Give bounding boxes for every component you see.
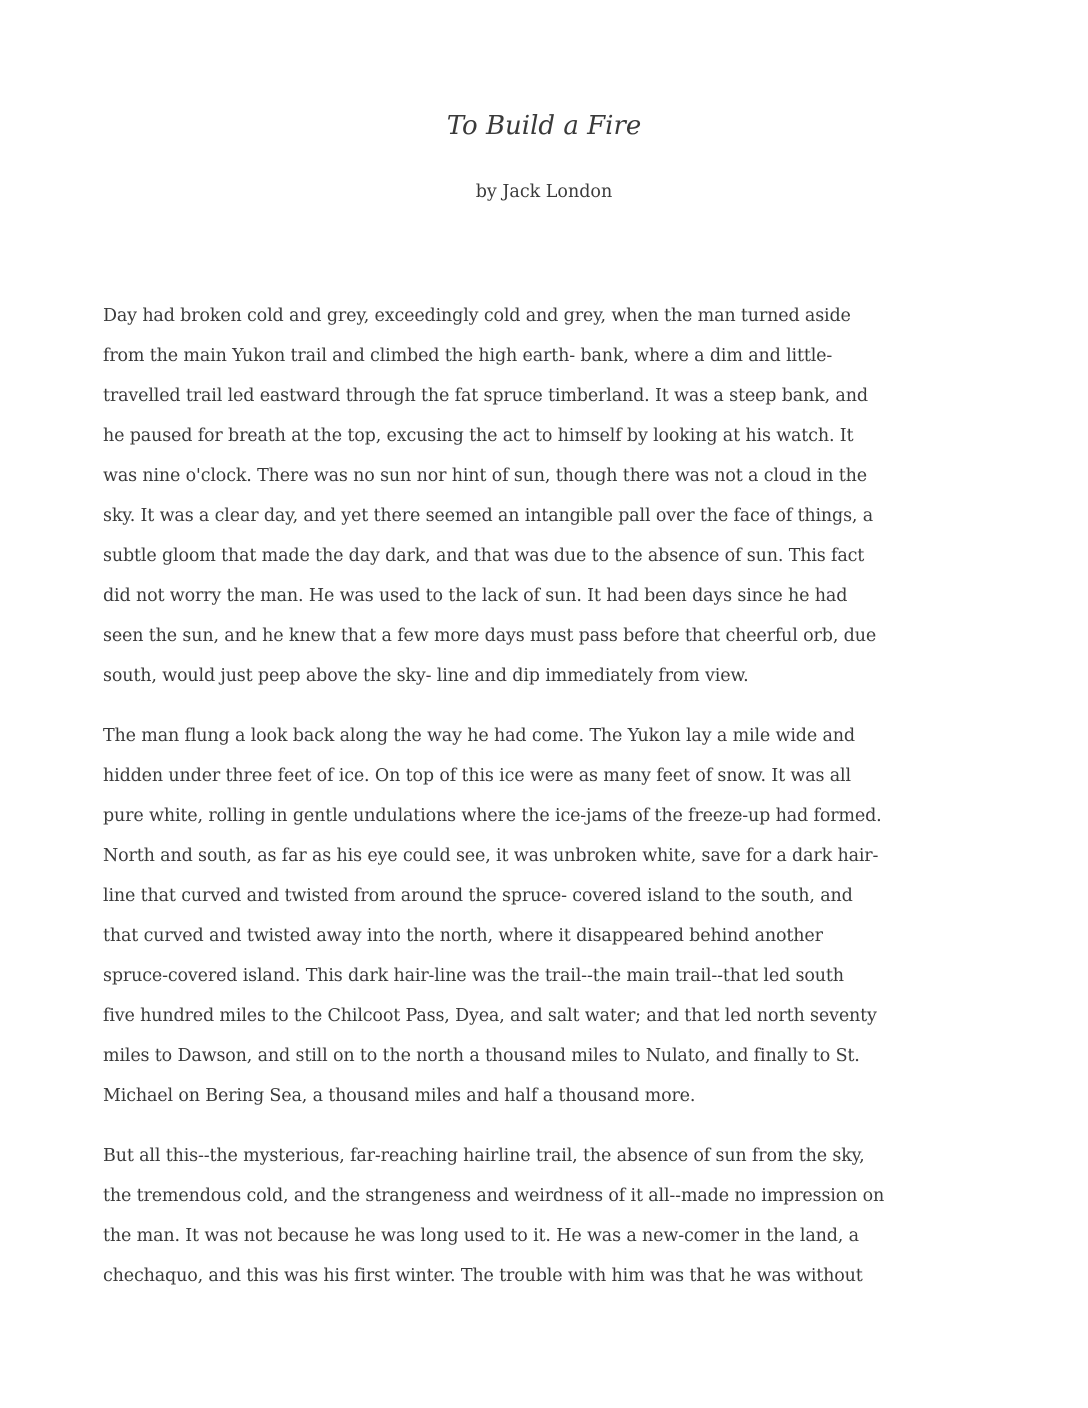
text-line: south, would just peep above the sky- line and dip immediately from view. xyxy=(103,666,749,686)
text-line: Michael on Bering Sea, a thousand miles and half a thousand more. xyxy=(103,1086,696,1106)
text-line: sky. It was a clear day, and yet there seemed an intangible pall over the face of things, a xyxy=(103,506,874,526)
paragraph xyxy=(103,1136,983,1296)
text-line: pure white, rolling in gentle undulations where the ice-jams of the freeze-up had formed. xyxy=(103,806,882,826)
text-line: North and south, as far as his eye could see, it was unbroken white, save for a dark hair- xyxy=(103,846,879,866)
text-line: chechaquo, and this was his first winter. The trouble with him was that he was without xyxy=(103,1266,863,1286)
document-title: To Build a Fire xyxy=(446,111,642,141)
text-line: did not worry the man. He was used to the lack of sun. It had been days since he had xyxy=(103,586,848,606)
text-line: hidden under three feet of ice. On top of this ice were as many feet of snow. It was all xyxy=(103,766,851,786)
text-line: was nine o'clock. There was no sun nor hint of sun, though there was not a cloud in the xyxy=(103,466,867,486)
text-line: miles to Dawson, and still on to the north a thousand miles to Nulato, and finally to St. xyxy=(103,1046,860,1066)
text-line: seen the sun, and he knew that a few more days must pass before that cheerful orb, due xyxy=(103,626,877,646)
text-line: the man. It was not because he was long used to it. He was a new-comer in the land, a xyxy=(103,1226,859,1246)
text-line: subtle gloom that made the day dark, and that was due to the absence of sun. This fact xyxy=(103,546,865,566)
text-line: the tremendous cold, and the strangeness and weirdness of it all--made no impression on xyxy=(103,1186,885,1206)
text-line: But all this--the mysterious, far-reaching hairline trail, the absence of sun from the sky, xyxy=(103,1146,865,1166)
text-line: The man flung a look back along the way he had come. The Yukon lay a mile wide and xyxy=(103,726,855,746)
text-line: that curved and twisted away into the north, where it disappeared behind another xyxy=(103,926,823,946)
document-byline: by Jack London xyxy=(475,182,613,202)
text-line: five hundred miles to the Chilcoot Pass, Dyea, and salt water; and that led north seventy xyxy=(103,1006,877,1026)
text-line: he paused for breath at the top, excusing the act to himself by looking at his watch. It xyxy=(103,426,854,446)
document-body xyxy=(103,296,983,1316)
paragraph xyxy=(103,296,983,696)
text-line: travelled trail led eastward through the fat spruce timberland. It was a steep bank, and xyxy=(103,386,868,406)
text-line: from the main Yukon trail and climbed the high earth- bank, where a dim and little- xyxy=(103,346,833,366)
text-line: Day had broken cold and grey, exceedingly cold and grey, when the man turned aside xyxy=(103,306,851,326)
paragraph xyxy=(103,716,983,1116)
text-line: line that curved and twisted from around the spruce- covered island to the south, and xyxy=(103,886,853,906)
text-line: spruce-covered island. This dark hair-line was the trail--the main trail--that led south xyxy=(103,966,844,986)
